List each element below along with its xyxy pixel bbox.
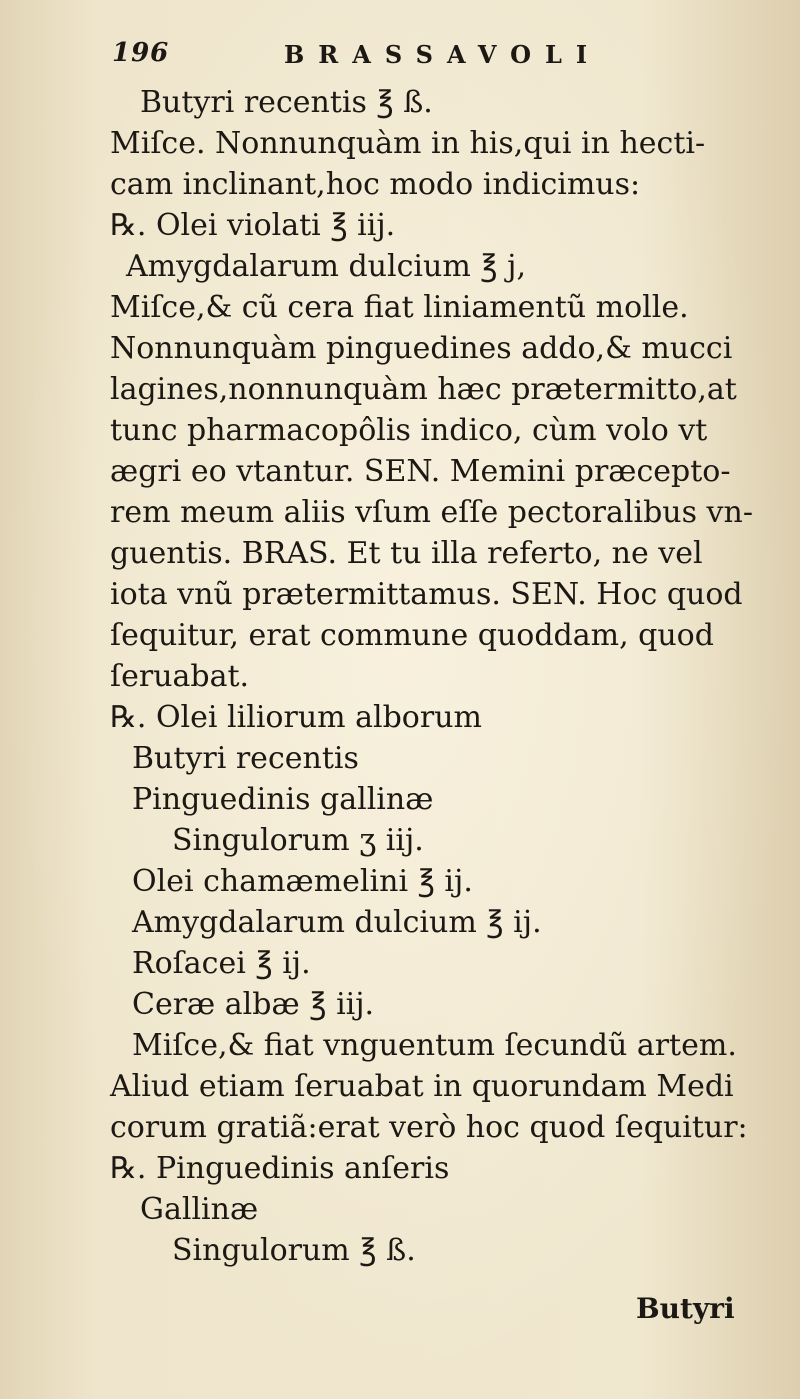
running-head: BRASSAVOLI (284, 40, 602, 69)
text-line: Amygdalarum dulcium ℥ j, (126, 249, 527, 284)
text-line: Miſce,& cũ cera fiat liniamentũ molle. (110, 290, 689, 325)
text-line: Olei chamæmelini ℥ ij. (132, 864, 473, 899)
text-line: ℞. Olei liliorum alborum (110, 700, 482, 735)
text-line: Singulorum ℥ ß. (172, 1233, 416, 1268)
text-line: ℞. Olei violati ℥ iij. (110, 208, 396, 243)
text-line: Pinguedinis gallinæ (132, 782, 434, 817)
text-line: Miſce,& fiat vnguentum ſecundũ artem. (132, 1028, 737, 1063)
text-line: corum gratiã:erat verò hoc quod ſequitur: (110, 1110, 748, 1145)
text-line: Roſacei ℥ ij. (132, 946, 311, 981)
text-line: cam inclinant,hoc modo indicimus: (110, 167, 641, 202)
text-line: Amygdalarum dulcium ℥ ij. (132, 905, 542, 940)
page-number: 196 (112, 38, 170, 68)
text-line: ægri eo vtantur. SEN. Memini præcepto- (110, 454, 731, 489)
text-line: tunc pharmacopôlis indico, cùm volo vt (110, 413, 708, 448)
text-line: Aliud etiam ſeruabat in quorundam Medi (110, 1069, 734, 1104)
catchword: Butyri (636, 1292, 735, 1325)
text-line: guentis. BRAS. Et tu illa referto, ne vel (110, 536, 703, 571)
text-line: Miſce. Nonnunquàm in his,qui in hecti- (110, 126, 706, 161)
body-text (110, 82, 770, 1271)
text-line: Nonnunquàm pinguedines addo,& mucci (110, 331, 733, 366)
text-line: Singulorum ʒ iij. (172, 823, 424, 858)
text-line: iota vnũ prætermittamus. SEN. Hoc quod (110, 577, 743, 612)
text-line: ſequitur, erat commune quoddam, quod (110, 618, 714, 653)
text-line: rem meum aliis vſum eſſe pectoralibus vn- (110, 495, 753, 530)
text-line: ℞. Pinguedinis anſeris (110, 1151, 450, 1186)
text-line: Butyri recentis (132, 741, 359, 776)
text-line: Butyri recentis ℥ ß. (140, 85, 433, 120)
text-line: Ceræ albæ ℥ iij. (132, 987, 375, 1022)
text-line: ſeruabat. (110, 659, 250, 694)
text-line: lagines,nonnunquàm hæc prætermitto,at (110, 372, 737, 407)
page-header (112, 38, 632, 78)
text-line: Gallinæ (140, 1192, 259, 1227)
